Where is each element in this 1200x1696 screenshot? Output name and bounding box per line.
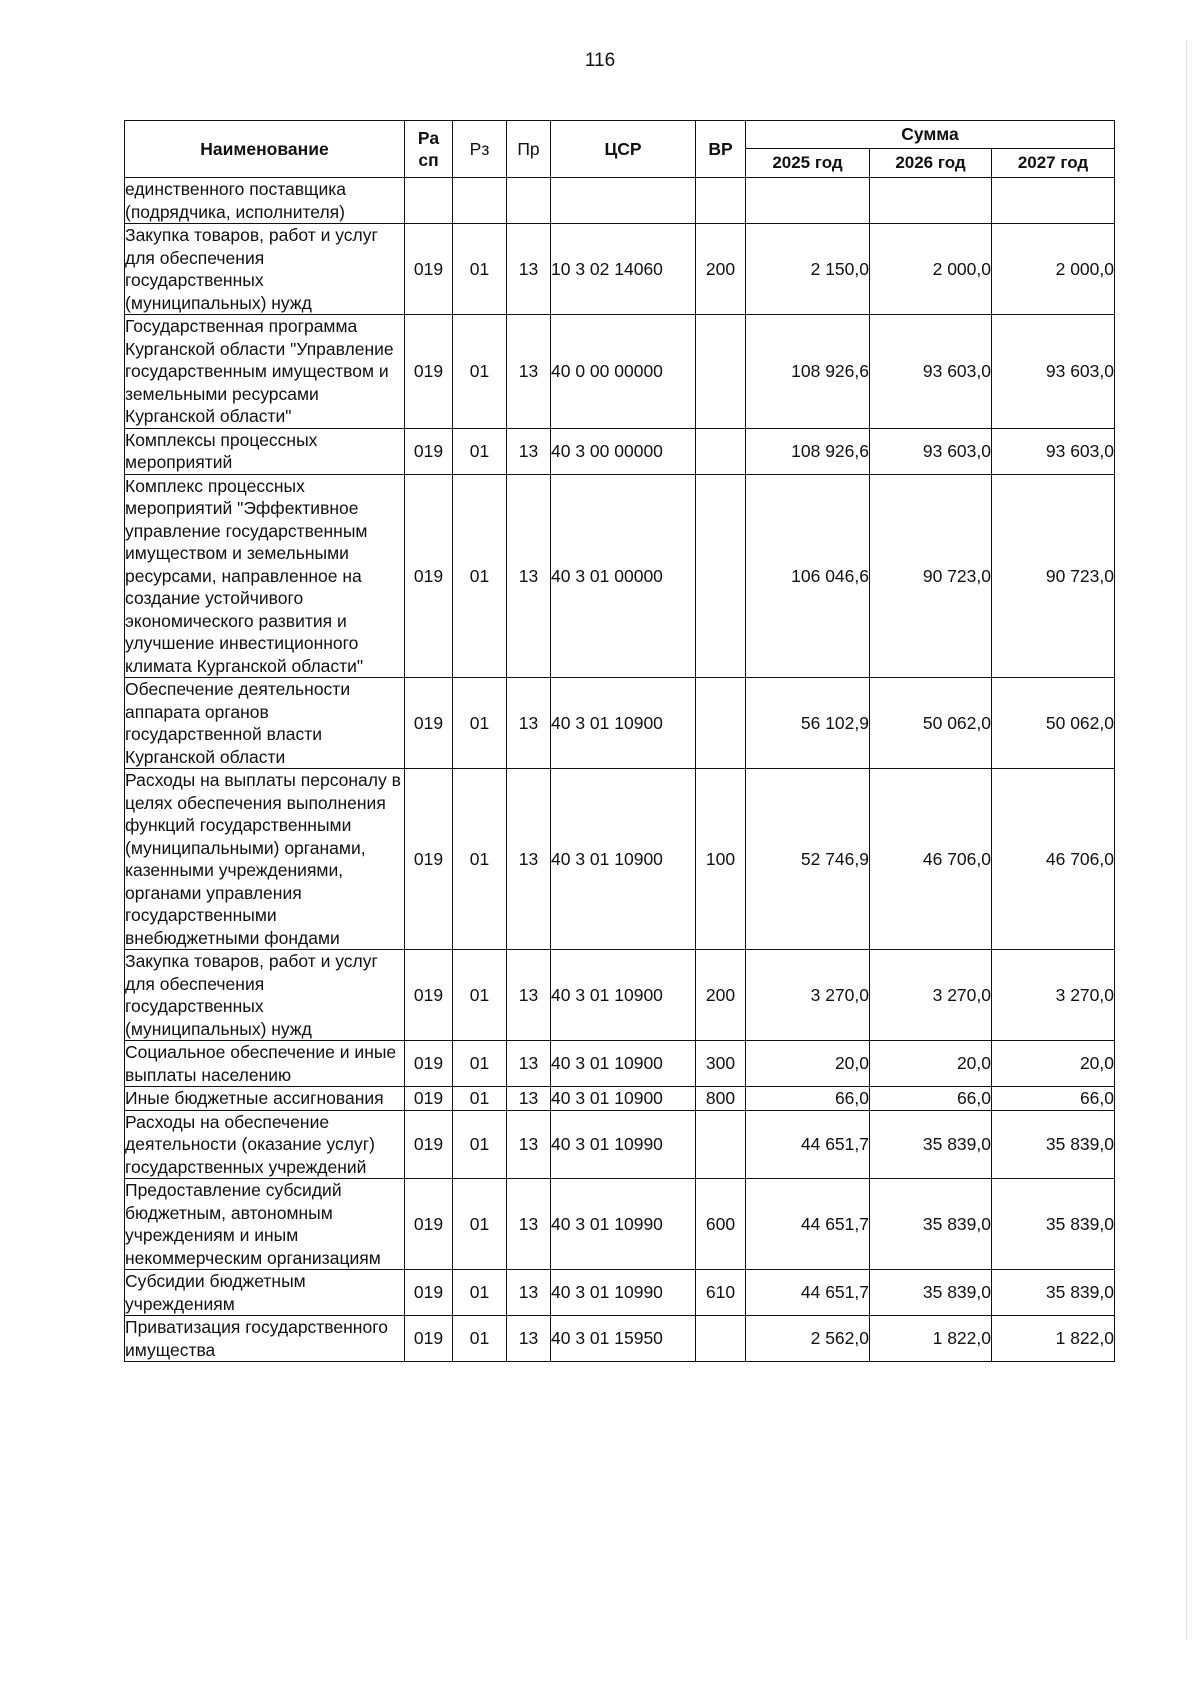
cell-y2026	[870, 178, 992, 224]
header-vr: ВР	[696, 121, 746, 178]
cell-y2027: 35 839,0	[992, 1179, 1115, 1270]
cell-csr: 40 3 01 10900	[551, 1041, 696, 1087]
cell-rasp: 019	[405, 428, 453, 474]
cell-y2027: 35 839,0	[992, 1110, 1115, 1179]
cell-pr	[507, 178, 551, 224]
cell-y2025: 52 746,9	[746, 769, 870, 950]
cell-rz: 01	[453, 769, 507, 950]
header-2027: 2027 год	[992, 149, 1115, 178]
cell-y2025: 66,0	[746, 1087, 870, 1111]
cell-rz: 01	[453, 1087, 507, 1111]
table-header	[125, 121, 1115, 178]
cell-rz: 01	[453, 1270, 507, 1316]
table-row	[125, 678, 1115, 769]
cell-rz: 01	[453, 1110, 507, 1179]
cell-name: Субсидии бюджетным учреждениям	[125, 1270, 405, 1316]
cell-y2027: 2 000,0	[992, 224, 1115, 315]
cell-rz: 01	[453, 428, 507, 474]
cell-name: Закупка товаров, работ и услуг для обеспечения государственных (муниципальных) нужд	[125, 950, 405, 1041]
cell-rasp	[405, 178, 453, 224]
cell-y2026: 35 839,0	[870, 1179, 992, 1270]
cell-y2026: 46 706,0	[870, 769, 992, 950]
cell-rz: 01	[453, 950, 507, 1041]
cell-y2026: 35 839,0	[870, 1270, 992, 1316]
cell-y2027: 93 603,0	[992, 428, 1115, 474]
cell-pr: 13	[507, 1110, 551, 1179]
cell-y2027: 93 603,0	[992, 315, 1115, 429]
header-csr: ЦСР	[551, 121, 696, 178]
cell-y2026: 93 603,0	[870, 315, 992, 429]
cell-rz: 01	[453, 1041, 507, 1087]
cell-pr: 13	[507, 1270, 551, 1316]
cell-y2027: 20,0	[992, 1041, 1115, 1087]
cell-vr	[696, 1316, 746, 1362]
table-row	[125, 950, 1115, 1041]
cell-pr: 13	[507, 1179, 551, 1270]
table-row	[125, 1316, 1115, 1362]
cell-y2027: 1 822,0	[992, 1316, 1115, 1362]
cell-rasp: 019	[405, 1179, 453, 1270]
cell-y2025	[746, 178, 870, 224]
table-row	[125, 1270, 1115, 1316]
cell-name: Приватизация государственного имущества	[125, 1316, 405, 1362]
cell-rz: 01	[453, 1316, 507, 1362]
cell-pr: 13	[507, 769, 551, 950]
cell-csr: 40 3 01 15950	[551, 1316, 696, 1362]
cell-y2026: 93 603,0	[870, 428, 992, 474]
cell-name: Обеспечение деятельности аппарата органов государственной власти Курганской области	[125, 678, 405, 769]
cell-y2025: 106 046,6	[746, 474, 870, 678]
cell-pr: 13	[507, 678, 551, 769]
cell-y2026: 3 270,0	[870, 950, 992, 1041]
budget-table	[124, 120, 1115, 1362]
cell-csr: 40 3 01 10900	[551, 1087, 696, 1111]
cell-y2027	[992, 178, 1115, 224]
cell-rasp: 019	[405, 1041, 453, 1087]
header-pr: Пр	[507, 121, 551, 178]
cell-y2026: 2 000,0	[870, 224, 992, 315]
header-rz: Рз	[453, 121, 507, 178]
table-body	[125, 178, 1115, 1362]
cell-pr: 13	[507, 1087, 551, 1111]
cell-y2027: 66,0	[992, 1087, 1115, 1111]
cell-y2025: 3 270,0	[746, 950, 870, 1041]
cell-y2026: 20,0	[870, 1041, 992, 1087]
cell-vr: 200	[696, 950, 746, 1041]
cell-vr: 100	[696, 769, 746, 950]
cell-y2025: 44 651,7	[746, 1270, 870, 1316]
cell-name: Социальное обеспечение и иные выплаты населению	[125, 1041, 405, 1087]
cell-vr: 600	[696, 1179, 746, 1270]
cell-csr: 40 3 01 10900	[551, 950, 696, 1041]
cell-csr: 40 3 01 10990	[551, 1270, 696, 1316]
cell-rasp: 019	[405, 678, 453, 769]
cell-rz	[453, 178, 507, 224]
cell-y2027: 90 723,0	[992, 474, 1115, 678]
cell-vr	[696, 474, 746, 678]
cell-rasp: 019	[405, 1110, 453, 1179]
cell-rz: 01	[453, 474, 507, 678]
table-row	[125, 1179, 1115, 1270]
page-number: 116	[584, 50, 616, 71]
cell-name: Расходы на выплаты персоналу в целях обеспечения выполнения функций государственными (муниципальными) органами, казенными учреждениями, органами управления государственными внебюджетными фондами	[125, 769, 405, 950]
cell-name: Комплексы процессных мероприятий	[125, 428, 405, 474]
cell-pr: 13	[507, 950, 551, 1041]
cell-vr: 200	[696, 224, 746, 315]
cell-rz: 01	[453, 1179, 507, 1270]
cell-vr: 610	[696, 1270, 746, 1316]
cell-y2027: 3 270,0	[992, 950, 1115, 1041]
table-row	[125, 224, 1115, 315]
table-row	[125, 1087, 1115, 1111]
cell-vr: 800	[696, 1087, 746, 1111]
cell-csr: 40 0 00 00000	[551, 315, 696, 429]
cell-y2025: 108 926,6	[746, 315, 870, 429]
table-row	[125, 1041, 1115, 1087]
cell-rasp: 019	[405, 224, 453, 315]
cell-y2025: 44 651,7	[746, 1110, 870, 1179]
cell-csr: 40 3 01 00000	[551, 474, 696, 678]
cell-rasp: 019	[405, 1087, 453, 1111]
cell-csr	[551, 178, 696, 224]
cell-csr: 40 3 00 00000	[551, 428, 696, 474]
cell-rz: 01	[453, 315, 507, 429]
cell-y2025: 56 102,9	[746, 678, 870, 769]
cell-y2026: 50 062,0	[870, 678, 992, 769]
header-sum: Сумма	[746, 121, 1115, 149]
cell-y2027: 46 706,0	[992, 769, 1115, 950]
cell-y2025: 2 150,0	[746, 224, 870, 315]
cell-vr	[696, 678, 746, 769]
cell-y2025: 108 926,6	[746, 428, 870, 474]
cell-pr: 13	[507, 428, 551, 474]
header-2025: 2025 год	[746, 149, 870, 178]
cell-vr	[696, 315, 746, 429]
cell-vr: 300	[696, 1041, 746, 1087]
cell-csr: 40 3 01 10990	[551, 1179, 696, 1270]
cell-vr	[696, 178, 746, 224]
header-name: Наименование	[125, 121, 405, 178]
cell-pr: 13	[507, 315, 551, 429]
cell-pr: 13	[507, 224, 551, 315]
table-row	[125, 474, 1115, 678]
table-row	[125, 769, 1115, 950]
cell-name: Иные бюджетные ассигнования	[125, 1087, 405, 1111]
cell-rz: 01	[453, 224, 507, 315]
cell-y2025: 2 562,0	[746, 1316, 870, 1362]
cell-name: Государственная программа Курганской области "Управление государственным имуществом и земельными ресурсами Курганской области"	[125, 315, 405, 429]
cell-name: Предоставление субсидий бюджетным, автономным учреждениям и иным некоммерческим организациям	[125, 1179, 405, 1270]
cell-name: единственного поставщика (подрядчика, исполнителя)	[125, 178, 405, 224]
cell-y2026: 35 839,0	[870, 1110, 992, 1179]
cell-y2026: 66,0	[870, 1087, 992, 1111]
table-row	[125, 428, 1115, 474]
cell-y2026: 1 822,0	[870, 1316, 992, 1362]
cell-name: Закупка товаров, работ и услуг для обеспечения государственных (муниципальных) нужд	[125, 224, 405, 315]
cell-name: Расходы на обеспечение деятельности (оказание услуг) государственных учреждений	[125, 1110, 405, 1179]
table-row	[125, 178, 1115, 224]
header-rasp: Ра сп	[405, 121, 453, 178]
cell-y2026: 90 723,0	[870, 474, 992, 678]
cell-rasp: 019	[405, 315, 453, 429]
cell-csr: 40 3 01 10900	[551, 678, 696, 769]
cell-name: Комплекс процессных мероприятий "Эффективное управление государственным имуществом и земельными ресурсами, направленное на создание устойчивого экономического развития и улучшение инвестиционного климата Курганской области"	[125, 474, 405, 678]
cell-pr: 13	[507, 474, 551, 678]
scan-edge-marks	[1186, 40, 1189, 1640]
cell-vr	[696, 428, 746, 474]
cell-y2025: 20,0	[746, 1041, 870, 1087]
cell-rasp: 019	[405, 1316, 453, 1362]
cell-csr: 40 3 01 10990	[551, 1110, 696, 1179]
table-row	[125, 315, 1115, 429]
cell-pr: 13	[507, 1316, 551, 1362]
cell-y2025: 44 651,7	[746, 1179, 870, 1270]
cell-rasp: 019	[405, 769, 453, 950]
cell-y2027: 50 062,0	[992, 678, 1115, 769]
cell-rz: 01	[453, 678, 507, 769]
cell-vr	[696, 1110, 746, 1179]
cell-rasp: 019	[405, 950, 453, 1041]
table-row	[125, 1110, 1115, 1179]
cell-y2027: 35 839,0	[992, 1270, 1115, 1316]
cell-rasp: 019	[405, 474, 453, 678]
cell-pr: 13	[507, 1041, 551, 1087]
header-2026: 2026 год	[870, 149, 992, 178]
cell-csr: 40 3 01 10900	[551, 769, 696, 950]
cell-rasp: 019	[405, 1270, 453, 1316]
cell-csr: 10 3 02 14060	[551, 224, 696, 315]
